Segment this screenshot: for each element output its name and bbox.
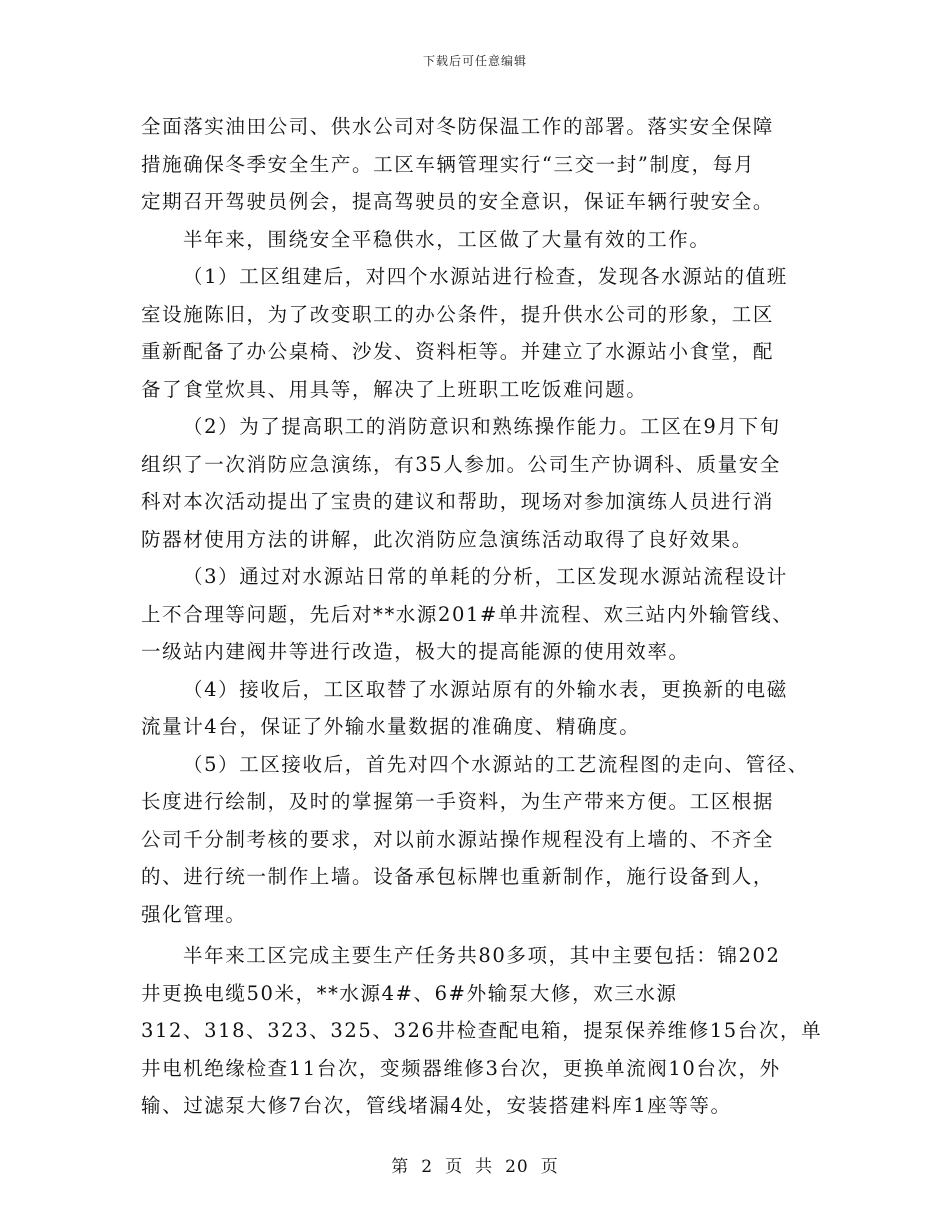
text-line: 井更换电缆50米，**水源4#、6#外输泵大修，欢三水源 bbox=[141, 981, 678, 1005]
text-line: 强化管理。 bbox=[141, 902, 247, 926]
page-unit: 页 bbox=[445, 1157, 464, 1177]
text-line: 措施确保冬季安全生产。工区车辆管理实行“三交一封”制度，每月 bbox=[141, 152, 755, 176]
text-line: 的、进行统一制作上墙。设备承包标牌也重新制作，施行设备到人， bbox=[141, 865, 775, 888]
text-line: 井电机绝缘检查11台次，变频器维修3台次，更换单流阀10台次，外 bbox=[141, 1056, 781, 1080]
text-line: 公司千分制考核的要求，对以前水源站操作规程没有上墙的、不齐全 bbox=[141, 827, 775, 851]
paragraph-first-line: （4）接收后，工区取替了水源站原有的外输水表，更换新的电磁 bbox=[183, 677, 788, 701]
paragraph-first-line: 半年来，围绕安全平稳供水，工区做了大量有效的工作。 bbox=[183, 227, 711, 251]
page-header: 下载后可任意编辑 bbox=[422, 54, 527, 68]
paragraph-first-line: （1）工区组建后，对四个水源站进行检查，发现各水源站的值班 bbox=[183, 265, 788, 288]
text-line: 组织了一次消防应急演练，有35人参加。公司生产协调科、质量安全 bbox=[141, 452, 781, 476]
text-line: 输、过滤泵大修7台次，管线堵漏4处，安装搭建料库1座等等。 bbox=[141, 1094, 732, 1117]
text-line: 室设施陈旧，为了改变职工的办公条件，提升供水公司的形象，工区 bbox=[141, 302, 775, 326]
total-unit: 页 bbox=[540, 1157, 559, 1177]
document-body bbox=[141, 108, 831, 1125]
paragraph-first-line: （5）工区接收后，首先对四个水源站的工艺流程图的走向、管径、 bbox=[183, 752, 809, 776]
text-line: 备了食堂炊具、用具等，解决了上班职工吃饭难问题。 bbox=[141, 377, 648, 401]
text-line: 流量计4台，保证了外输水量数据的准确度、精确度。 bbox=[141, 715, 641, 738]
page-number: 2 bbox=[421, 1157, 434, 1177]
paragraph-first-line: （3）通过对水源站日常的单耗的分析，工区发现水源站流程设计 bbox=[183, 565, 788, 588]
text-line: 防器材使用方法的讲解，此次消防应急演练活动取得了良好效果。 bbox=[141, 527, 753, 551]
page-word: 第 bbox=[391, 1157, 410, 1177]
total-pages: 20 bbox=[505, 1157, 529, 1177]
paragraph-first-line: 半年来工区完成主要生产任务共80多项，其中主要包括：锦202 bbox=[183, 944, 781, 967]
text-line: 长度进行绘制，及时的掌握第一手资料，为生产带来方便。工区根据 bbox=[141, 790, 775, 813]
text-line: 一级站内建阀井等进行改造，极大的提高能源的使用效率。 bbox=[141, 640, 690, 663]
text-line: 科对本次活动提出了宝贵的建议和帮助，现场对参加演练人员进行消 bbox=[141, 490, 775, 513]
text-line: 上不合理等问题，先后对**水源201#单井流程、欢三站内外输管线、 bbox=[141, 602, 794, 626]
text-line: 重新配备了办公桌椅、沙发、资料柜等。并建立了水源站小食堂，配 bbox=[141, 340, 775, 363]
text-line: 定期召开驾驶员例会，提高驾驶员的安全意识，保证车辆行驶安全。 bbox=[141, 190, 775, 213]
paragraph-first-line: （2）为了提高职工的消防意识和熟练操作能力。工区在9月下旬 bbox=[183, 415, 781, 438]
text-line: 312、318、323、325、326井检查配电箱，提泵保养维修15台次，单 bbox=[141, 1019, 823, 1042]
text-line: 全面落实油田公司、供水公司对冬防保温工作的部署。落实安全保障 bbox=[141, 115, 775, 138]
total-word: 共 bbox=[475, 1157, 494, 1177]
page-footer bbox=[0, 1152, 950, 1177]
